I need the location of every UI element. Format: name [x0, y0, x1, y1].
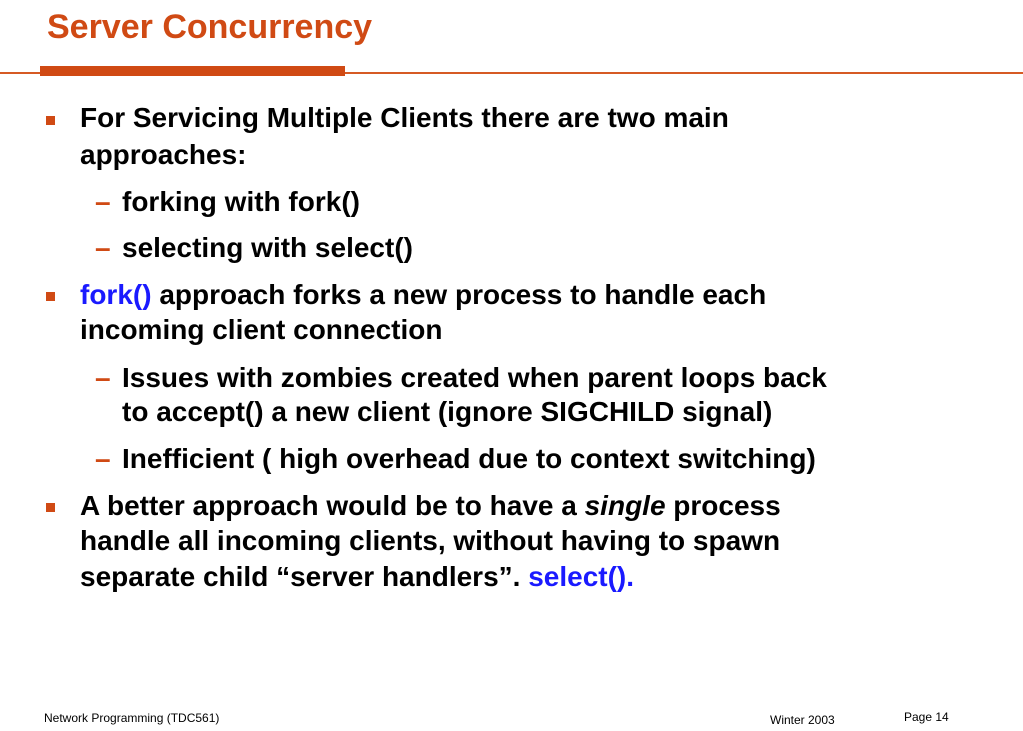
- bullet-marker: [46, 116, 55, 125]
- bullet-2-line-1-rest: approach forks a new process to handle each: [151, 279, 767, 310]
- bullet-3-line-1-post: process: [665, 490, 781, 521]
- sub-bullet-marker: –: [95, 443, 111, 474]
- bullet-1-line-2: approaches:: [80, 139, 247, 170]
- sub-bullet-zombies-line-2: to accept() a new client (ignore SIGCHILD signal): [122, 396, 773, 427]
- keyword-fork: fork(): [80, 279, 152, 310]
- bullet-marker: [46, 292, 55, 301]
- bullet-marker: [46, 503, 55, 512]
- sub-bullet-selecting: selecting with select(): [122, 232, 413, 263]
- bullet-3-line-1-pre: A better approach would be to have a: [80, 490, 585, 521]
- emphasis-single: single: [584, 490, 666, 521]
- sub-bullet-zombies-line-1: Issues with zombies created when parent loops back: [122, 362, 827, 393]
- bullet-3-line-1: [80, 489, 781, 523]
- keyword-select: select().: [528, 561, 635, 592]
- bullet-2-line-1: [80, 278, 766, 312]
- sub-bullet-forking: forking with fork(): [122, 186, 360, 217]
- slide-title: Server Concurrency: [47, 8, 373, 46]
- title-accent-bar: [40, 66, 345, 76]
- bullet-3-line-2: handle all incoming clients, without having to spawn: [80, 525, 781, 556]
- sub-bullet-marker: –: [95, 186, 111, 217]
- bullet-1-line-1: For Servicing Multiple Clients there are two main: [80, 102, 729, 133]
- sub-bullet-marker: –: [95, 362, 111, 393]
- footer-page-number: Page 14: [904, 710, 949, 724]
- sub-bullet-inefficient: Inefficient ( high overhead due to context switching): [122, 443, 816, 474]
- footer-term: Winter 2003: [770, 713, 835, 727]
- bullet-3-line-3: [80, 560, 634, 594]
- bullet-3-line-3-pre: separate child “server handlers”.: [80, 561, 529, 592]
- footer-course: Network Programming (TDC561): [44, 711, 220, 725]
- sub-bullet-marker: –: [95, 232, 111, 263]
- bullet-2-line-2: incoming client connection: [80, 314, 443, 345]
